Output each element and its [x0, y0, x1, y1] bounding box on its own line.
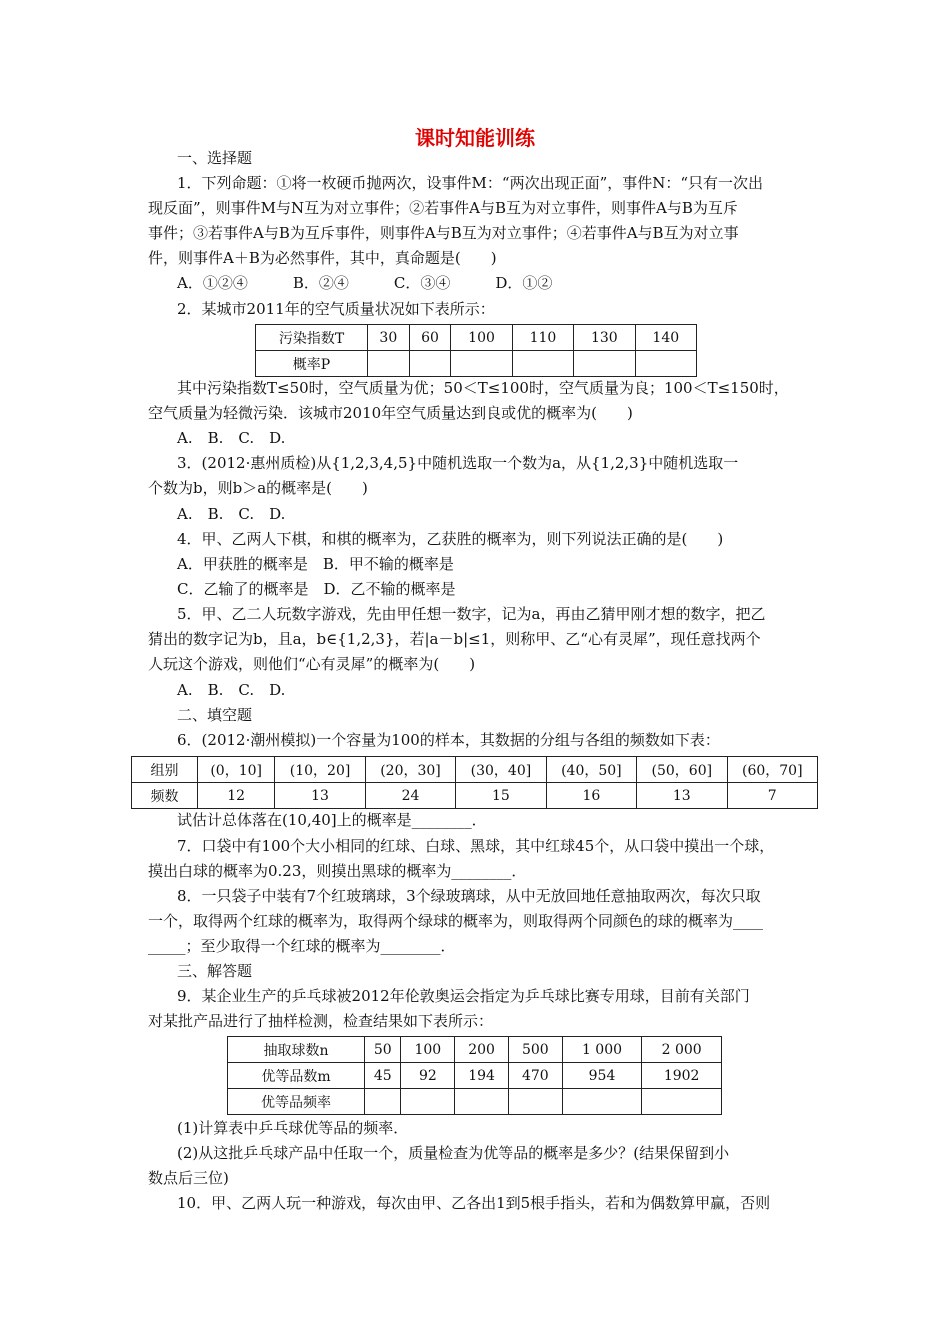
table-cell: 45 [365, 1063, 401, 1089]
question-7-line-2: 摸出白球的概率为0.23，则摸出黑球的概率为________． [148, 862, 527, 880]
question-5-line-3: 人玩这个游戏，则他们“心有灵犀”的概率为( ) [148, 655, 476, 673]
question-9-line-1: 9．某企业生产的乒乓球被2012年伦敦奥运会指定为乒乓球比赛专用球，目前有关部门 [177, 987, 750, 1005]
table-cell: 100 [401, 1037, 455, 1063]
table-cell [409, 351, 451, 377]
table-cell [642, 1089, 722, 1115]
table-cell: 24 [365, 783, 455, 809]
question-9-part-2-line-1: (2)从这批乒乓球产品中任取一个，质量检查为优等品的概率是多少？(结果保留到小 [177, 1144, 730, 1162]
table-row [132, 757, 818, 783]
table-cell [508, 1089, 562, 1115]
pollution-table [255, 324, 697, 377]
table-row [228, 1089, 722, 1115]
question-1-line-3: 事件；③若事件A与B为互斥事件，则事件A与B互为对立事件；④若事件A与B互为对立事 [148, 224, 739, 242]
table-cell: 200 [455, 1037, 509, 1063]
table-cell: 500 [508, 1037, 562, 1063]
table-cell [562, 1089, 642, 1115]
question-3-line-1: 3．(2012·惠州质检)从{1,2,3,4,5}中随机选取一个数为a，从{1,2,3}中随机选取一 [177, 454, 739, 472]
table-cell [368, 351, 410, 377]
table-cell: 50 [365, 1037, 401, 1063]
table-cell: (30，40] [456, 757, 546, 783]
question-4-line-1: 4．甲、乙两人下棋，和棋的概率为，乙获胜的概率为，则下列说法正确的是( ) [177, 530, 724, 548]
table-cell: 2 000 [642, 1037, 722, 1063]
table-cell: (10，20] [275, 757, 365, 783]
section-heading-answer: 三、解答题 [177, 962, 253, 980]
question-1-line-4: 件，则事件A＋B为必然事件，其中，真命题是( ) [148, 249, 497, 267]
table-cell: 470 [508, 1063, 562, 1089]
table-cell: 130 [574, 325, 635, 351]
table-cell [635, 351, 696, 377]
table-cell [365, 1089, 401, 1115]
table-cell: 110 [512, 325, 573, 351]
question-2-line-2: 其中污染指数T≤50时，空气质量为优；50＜T≤100时，空气质量为良；100＜T≤150时， [177, 379, 789, 397]
table-cell: 30 [368, 325, 410, 351]
table-cell: 组别 [132, 757, 198, 783]
question-8-line-1: 8．一只袋子中装有7个红玻璃球，3个绿玻璃球，从中无放回地任意抽取两次，每次只取 [177, 887, 761, 905]
table-cell [401, 1089, 455, 1115]
table-cell [574, 351, 635, 377]
table-cell: (60，70] [727, 757, 817, 783]
question-9-part-1: (1)计算表中乒乓球优等品的频率． [177, 1119, 409, 1137]
question-2-line-3: 空气质量为轻微污染．该城市2010年空气质量达到良或优的概率为( ) [148, 404, 633, 422]
question-4-options-ab: A．甲获胜的概率是 B．甲不输的概率是 [177, 555, 454, 573]
question-3-line-2: 个数为b，则b＞a的概率是( ) [148, 479, 368, 497]
question-8-line-3: _____；至少取得一个红球的概率为________． [148, 937, 456, 955]
page-title: 课时知能训练 [415, 126, 535, 150]
question-5-line-1: 5．甲、乙二人玩数字游戏，先由甲任想一数字，记为a，再由乙猜甲刚才想的数字，把乙 [177, 605, 766, 623]
table-cell: 100 [451, 325, 512, 351]
question-1-line-1: 1．下列命题：①将一枚硬币抛两次，设事件M：“两次出现正面”，事件N：“只有一次出 [177, 174, 764, 192]
table-cell: 抽取球数n [228, 1037, 365, 1063]
table-cell: 优等品频率 [228, 1089, 365, 1115]
question-5-options: A. B. C. D. [177, 681, 286, 699]
inspection-table [227, 1036, 722, 1115]
table-cell: 16 [546, 783, 636, 809]
question-9-line-2: 对某批产品进行了抽样检测，检查结果如下表所示： [148, 1012, 494, 1030]
section-heading-fill: 二、填空题 [177, 706, 253, 724]
question-6-line-1: 6．(2012·潮州模拟)一个容量为100的样本，其数据的分组与各组的频数如下表： [177, 731, 720, 749]
frequency-table [131, 756, 818, 809]
question-7-line-1: 7．口袋中有100个大小相同的红球、白球、黑球，其中红球45个，从口袋中摸出一个球， [177, 837, 775, 855]
table-cell: (40，50] [546, 757, 636, 783]
table-cell: 污染指数T [256, 325, 368, 351]
table-cell [451, 351, 512, 377]
table-cell: (20，30] [365, 757, 455, 783]
question-5-line-2: 猜出的数字记为b，且a，b∈{1,2,3}，若|a－b|≤1，则称甲、乙“心有灵犀”，现任意找两个 [148, 630, 761, 648]
table-cell: 13 [275, 783, 365, 809]
table-cell: 140 [635, 325, 696, 351]
table-row [228, 1037, 722, 1063]
question-2-options: A. B. C. D. [177, 429, 286, 447]
table-row [256, 351, 697, 377]
section-heading-choice: 一、选择题 [177, 149, 253, 167]
question-1-options: A．①②④ B．②④ C．③④ D．①② [177, 274, 553, 292]
table-cell: 194 [455, 1063, 509, 1089]
table-cell: 7 [727, 783, 817, 809]
table-cell: 60 [409, 325, 451, 351]
table-cell: (50，60] [637, 757, 727, 783]
table-cell: 92 [401, 1063, 455, 1089]
question-4-options-cd: C．乙输了的概率是 D．乙不输的概率是 [177, 580, 456, 598]
table-cell: 954 [562, 1063, 642, 1089]
question-9-part-2-line-2: 数点后三位) [148, 1169, 229, 1187]
question-3-options: A. B. C. D. [177, 505, 286, 523]
question-8-line-2: 一个，取得两个红球的概率为，取得两个绿球的概率为，则取得两个同颜色的球的概率为____ [148, 912, 764, 930]
table-row [256, 325, 697, 351]
table-cell: 优等品数m [228, 1063, 365, 1089]
question-6-line-2: 试估计总体落在(10,40]上的概率是________． [177, 811, 487, 829]
table-cell: 15 [456, 783, 546, 809]
question-1-line-2: 现反面”，则事件M与N互为对立事件；②若事件A与B互为对立事件，则事件A与B为互斥 [148, 199, 738, 217]
table-cell: (0，10] [198, 757, 275, 783]
table-cell: 13 [637, 783, 727, 809]
table-cell: 概率P [256, 351, 368, 377]
table-cell: 1 000 [562, 1037, 642, 1063]
table-cell [512, 351, 573, 377]
table-cell [455, 1089, 509, 1115]
table-row [228, 1063, 722, 1089]
table-cell: 频数 [132, 783, 198, 809]
question-10-line-1: 10．甲、乙两人玩一种游戏，每次由甲、乙各出1到5根手指头，若和为偶数算甲赢，否则 [177, 1194, 771, 1212]
table-cell: 12 [198, 783, 275, 809]
table-row [132, 783, 818, 809]
table-cell: 1902 [642, 1063, 722, 1089]
question-2-line-1: 2．某城市2011年的空气质量状况如下表所示： [177, 300, 495, 318]
